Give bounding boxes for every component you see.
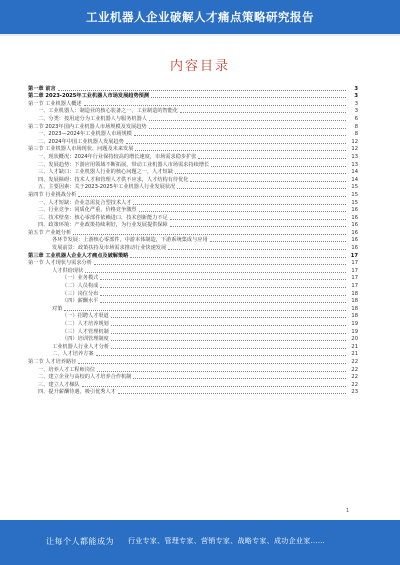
toc-dot-leader: [78, 196, 346, 197]
header-divider: [0, 34, 400, 36]
toc-entry-page: 21: [351, 351, 358, 358]
toc-dot-leader: [100, 287, 346, 288]
toc-entry[interactable]: [28, 84, 358, 92]
toc-entry-page: 23: [351, 389, 358, 396]
toc-dot-leader: [130, 257, 346, 258]
toc-entry-page: 13: [351, 161, 358, 168]
toc-entry[interactable]: [28, 107, 358, 115]
toc-entry-text: 第四节 行业挑战分析: [28, 191, 77, 198]
toc-entry[interactable]: [28, 168, 358, 176]
toc-entry[interactable]: [28, 145, 358, 153]
toc-entry-page: 16: [351, 222, 358, 229]
toc-entry-page: 15: [351, 191, 358, 198]
toc-entry-text: 四、提升薪酬待遇，吸引优秀人才: [38, 389, 116, 396]
toc-entry-page: 3: [354, 93, 358, 100]
toc-dot-leader: [73, 234, 346, 235]
toc-entry[interactable]: [28, 228, 358, 236]
toc-entry-page: 22: [351, 374, 358, 381]
toc-entry-text: （一）招聘人才渠道: [62, 313, 109, 320]
toc-entry[interactable]: [28, 380, 358, 388]
toc-entry-page: 17: [351, 267, 358, 274]
toc-entry-page: 12: [351, 146, 358, 153]
toc-entry-text: 第二章 2023-2025年工业机器人市场发展趋势预测: [28, 93, 150, 100]
footer-slogan-left: 让每个人都能成为: [46, 537, 114, 546]
table-of-contents: [28, 84, 358, 395]
toc-entry-text: 二、人才培养方案: [52, 351, 94, 358]
toc-entry-page: 12: [351, 138, 358, 145]
toc-dot-leader: [100, 279, 346, 280]
toc-entry[interactable]: [28, 137, 358, 145]
page-header: [0, 0, 400, 34]
toc-entry-text: 对策: [52, 305, 63, 312]
toc-entry[interactable]: [28, 297, 358, 305]
toc-entry-page: 17: [351, 275, 358, 282]
toc-entry-page: 14: [351, 169, 358, 176]
toc-dot-leader: [151, 97, 346, 98]
toc-dot-leader: [111, 333, 346, 334]
toc-dot-leader: [94, 264, 346, 265]
toc-entry-text: 一、人才短缺：企业急需复合型技术人才: [38, 199, 132, 206]
toc-dot-leader: [175, 173, 346, 174]
toc-entry-page: 18: [351, 298, 358, 305]
toc-entry-page: 14: [351, 176, 358, 183]
toc-dot-leader: [134, 135, 346, 136]
toc-entry-page: 18: [351, 305, 358, 312]
toc-dot-leader: [168, 249, 346, 250]
toc-dot-leader: [100, 302, 346, 303]
toc-entry-page: 16: [351, 237, 358, 244]
toc-entry-page: 15: [351, 199, 358, 206]
toc-dot-leader: [149, 128, 346, 129]
toc-entry-page: 18: [351, 290, 358, 297]
toc-entry[interactable]: [28, 350, 358, 358]
toc-entry[interactable]: [28, 266, 358, 274]
toc-entry-page: 16: [351, 245, 358, 252]
toc-entry[interactable]: [28, 92, 358, 100]
toc-entry-text: （三）岗位分布: [62, 290, 99, 297]
toc-entry-text: 三、人才缺口：工业机器人行业的核心问题之一，人才短缺: [38, 169, 173, 176]
toc-entry[interactable]: [28, 357, 358, 365]
toc-entry[interactable]: [28, 327, 358, 335]
toc-entry-text: 一、现状概况：2024年行业保持较高的增长速度，市场需求稳步扩张: [38, 153, 197, 160]
toc-entry[interactable]: [28, 289, 358, 297]
toc-entry[interactable]: [28, 342, 358, 350]
toc-entry[interactable]: [28, 221, 358, 229]
toc-entry-page: 16: [351, 207, 358, 214]
toc-entry-text: 五、主要因素：关于2023-2025年工业机器人行业发展状况: [38, 184, 176, 191]
toc-entry[interactable]: [28, 114, 358, 122]
toc-dot-leader: [149, 120, 346, 121]
toc-entry-page: 8: [354, 123, 358, 130]
toc-entry[interactable]: [28, 236, 358, 244]
toc-dot-leader: [170, 219, 346, 220]
toc-dot-leader: [100, 295, 346, 296]
toc-entry-page: 17: [351, 260, 358, 267]
toc-dot-leader: [82, 386, 346, 387]
toc-entry-text: 第一章 前言: [28, 85, 56, 92]
toc-entry-page: 17: [350, 252, 358, 259]
toc-dot-leader: [84, 105, 346, 106]
toc-entry-text: 第三节 工业机器人市场现状、问题及未来发展: [28, 146, 134, 153]
toc-dot-leader: [58, 90, 346, 91]
toc-dot-leader: [135, 150, 346, 151]
toc-entry-page: 19: [351, 328, 358, 335]
toc-dot-leader: [111, 317, 346, 318]
toc-entry-text: 三、技术壁垒：核心零部件依赖进口，技术创新能力不足: [38, 214, 168, 221]
toc-dot-leader: [180, 112, 346, 113]
toc-entry[interactable]: [28, 190, 358, 198]
report-title: 工业机器人企业破解人才痛点策略研究报告: [86, 10, 314, 24]
toc-dot-leader: [133, 378, 346, 379]
toc-entry-page: 20: [351, 336, 358, 343]
toc-entry-page: 13: [351, 153, 358, 160]
toc-entry[interactable]: [28, 388, 358, 396]
toc-dot-leader: [118, 393, 346, 394]
toc-entry-page: 17: [351, 283, 358, 290]
toc-heading: 内容目录: [169, 59, 230, 74]
toc-entry[interactable]: [28, 335, 358, 343]
toc-entry-text: 一、工业机器人：制造业的核心装备之一，工业制造的智能化: [38, 108, 179, 115]
page-footer: [0, 520, 400, 565]
toc-entry-text: （四）培训管理制度: [62, 336, 109, 343]
toc-entry-page: 22: [351, 366, 358, 373]
toc-dot-leader: [170, 226, 346, 227]
toc-entry-text: 二、建立企业与高校的人才培养合作机制: [38, 374, 132, 381]
toc-dot-leader: [190, 181, 346, 182]
toc-entry[interactable]: [28, 99, 358, 107]
toc-entry-page: 18: [351, 313, 358, 320]
toc-entry-page: 16: [351, 229, 358, 236]
toc-entry[interactable]: [28, 175, 358, 183]
toc-entry-text: 第一节 人才现状与需求分析: [28, 260, 92, 267]
toc-entry-text: 第一节 工业机器人概述: [28, 100, 82, 107]
toc-entry-text: 二、分类：按用途分为工业机器人与服务机器人: [38, 115, 147, 122]
toc-dot-leader: [97, 371, 346, 372]
toc-entry-text: （二）人员构成: [62, 283, 99, 290]
toc-entry-text: （一）业务模式: [62, 275, 99, 282]
toc-entry[interactable]: [28, 274, 358, 282]
toc-entry[interactable]: [28, 373, 358, 381]
toc-dot-leader: [111, 340, 346, 341]
toc-entry-page: 22: [351, 381, 358, 388]
toc-entry-text: （四）薪酬水平: [62, 298, 99, 305]
toc-entry-page: 22: [351, 358, 358, 365]
toc-entry[interactable]: [28, 251, 358, 259]
toc-entry-text: （二）人才培养规划: [62, 321, 109, 327]
toc-entry-page: 3: [354, 108, 358, 115]
toc-entry[interactable]: [28, 281, 358, 289]
toc-entry-text: 第二节 人才培养路径: [28, 358, 77, 365]
toc-entry-text: 第五节 产业链分析: [28, 229, 72, 236]
toc-dot-leader: [126, 143, 346, 144]
toc-dot-leader: [64, 310, 346, 311]
toc-entry[interactable]: [28, 122, 358, 130]
toc-entry[interactable]: [28, 312, 358, 320]
toc-dot-leader: [198, 158, 346, 159]
toc-entry[interactable]: [28, 206, 358, 214]
toc-dot-leader: [210, 241, 346, 242]
toc-entry-text: 发展前景：政策扶持及市场需求推动行业快速发展: [52, 245, 167, 252]
toc-dot-leader: [177, 188, 346, 189]
toc-entry[interactable]: [28, 152, 358, 160]
toc-entry-text: 一、2023—2024年工业机器人市场规模: [38, 131, 132, 138]
toc-entry-text: 二、发展趋势：下游应用领域不断拓展，带动工业机器人市场需求持续增长: [38, 161, 210, 168]
toc-entry-page: 16: [351, 214, 358, 221]
toc-entry[interactable]: [28, 160, 358, 168]
toc-dot-leader: [211, 166, 346, 167]
toc-entry-text: 四、政策环境：产业政策持续利好，为行业发展提供保障: [38, 222, 168, 229]
toc-entry[interactable]: [28, 319, 358, 327]
toc-entry[interactable]: [28, 304, 358, 312]
toc-entry-page: 8: [354, 131, 358, 138]
toc-dot-leader: [96, 355, 346, 356]
toc-entry-text: （三）人才管理机制: [62, 328, 109, 335]
toc-entry[interactable]: [28, 183, 358, 191]
toc-entry-page: 3: [354, 85, 358, 92]
toc-entry-text: 人才供给现状: [52, 267, 84, 274]
toc-entry-text: 四、发展障碍：技术人才和管理人才供不应求，人才结构有待优化: [38, 176, 189, 183]
toc-entry[interactable]: [28, 259, 358, 267]
toc-entry-text: 三、建立人才梯队: [38, 381, 80, 388]
page-number: 1: [346, 508, 350, 514]
toc-entry-text: 一、培养人才工程师岗位: [38, 366, 96, 373]
toc-dot-leader: [111, 325, 346, 326]
toc-entry-page: 19: [351, 321, 358, 327]
toc-entry-text: 第二节 2023年国内工业机器人市场规模及发展趋势: [28, 123, 147, 130]
toc-entry[interactable]: [28, 243, 358, 251]
toc-entry-page: 15: [351, 184, 358, 191]
toc-dot-leader: [133, 204, 346, 205]
toc-entry-text: 工业机器人行业人才分析: [52, 343, 110, 350]
toc-entry[interactable]: [28, 213, 358, 221]
toc-entry-page: 3: [354, 100, 358, 107]
toc-entry[interactable]: [28, 198, 358, 206]
toc-entry-page: 6: [354, 115, 358, 122]
toc-dot-leader: [111, 348, 346, 349]
toc-entry-text: 二、行业竞争：同质化严重，价格竞争激烈: [38, 207, 137, 214]
toc-entry-text: 二、2024年中国工业机器人发展趋势: [38, 138, 124, 145]
toc-entry-page: 21: [351, 343, 358, 350]
footer-slogan-right: 行业专家、管理专家、营销专家、战略专家、成功企业家……: [128, 537, 326, 545]
toc-entry-text: 第三章 工业机器人企业人才痛点及破解策略: [28, 252, 129, 259]
toc-entry-text: 各环节发展：上游核心零部件，中游本体制造，下游系统集成与应用: [52, 237, 208, 244]
toc-dot-leader: [139, 211, 346, 212]
toc-dot-leader: [85, 272, 346, 273]
toc-entry[interactable]: [28, 365, 358, 373]
toc-entry[interactable]: [28, 130, 358, 138]
toc-dot-leader: [78, 363, 346, 364]
